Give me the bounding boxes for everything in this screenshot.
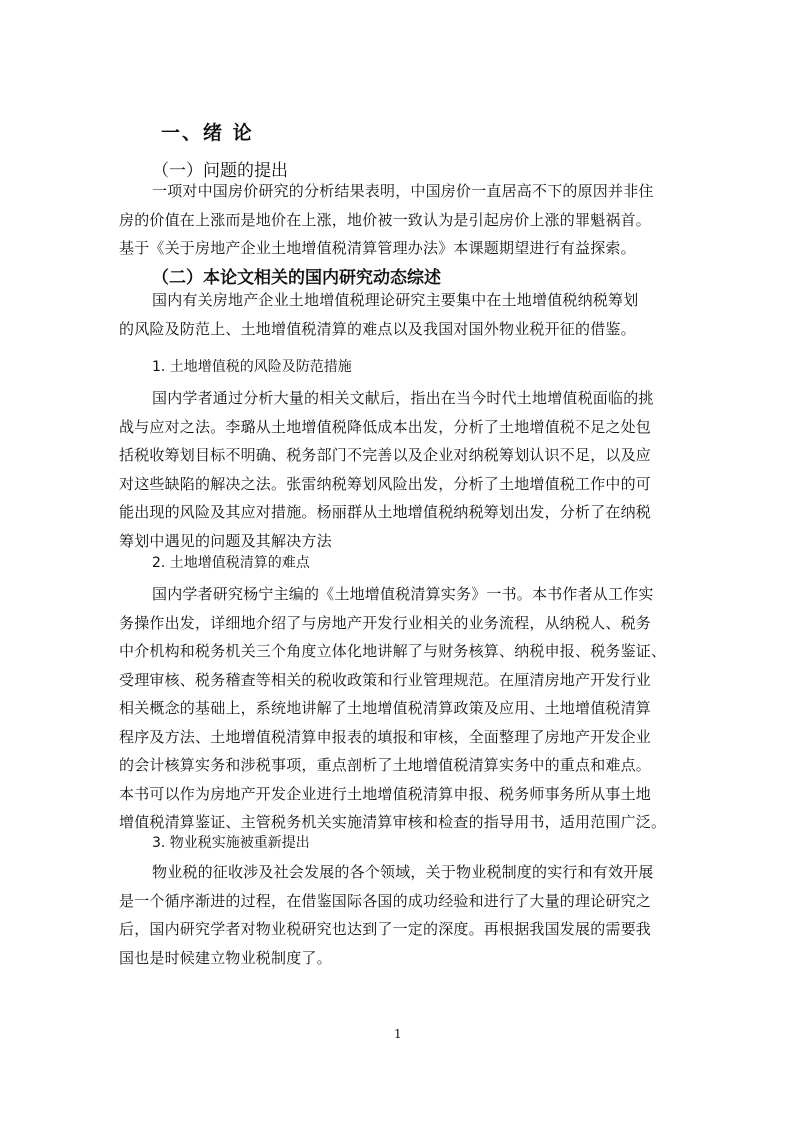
subsection1-paragraph — [119, 384, 679, 555]
section2-paragraph — [119, 286, 679, 343]
paragraph-line: 括税收筹划目标不明确、税务部门不完善以及企业对纳税筹划认识不足，以及应 — [119, 446, 652, 464]
paragraph-line: 务操作出发，详细地介绍了与房地产开发行业相关的业务流程，从纳税人、税务 — [119, 613, 652, 632]
subsection1-title: 1. 土地增值税的风险及防范措施 — [152, 359, 352, 375]
paragraph-line: 筹划中遇见的问题及其解决方法 — [119, 531, 332, 550]
subsection3-title: 3. 物业税实施被重新提出 — [152, 835, 310, 851]
subsection2-paragraph — [119, 580, 679, 837]
paragraph-line: 对这些缺陷的解决之法。张雷纳税筹划风险出发，分析了土地增值税工作中的可 — [119, 474, 652, 493]
paragraph-line: 本书可以作为房地产开发企业进行土地增值税清算申报、税务师事务所从事土地 — [119, 784, 652, 803]
page-number: 1 — [394, 1027, 402, 1041]
paragraph-line: 后，国内研究学者对物业税研究也达到了一定的深度。再根据我国发展的需要我 — [119, 920, 652, 938]
paragraph-line: 程序及方法、土地增值税清算申报表的填报和审核，全面整理了房地产开发企业 — [119, 727, 652, 746]
paragraph-line: 国内有关房地产企业土地增值税理论研究主要集中在土地增值税纳税筹划 — [152, 291, 639, 309]
paragraph-line: 国内学者通过分析大量的相关文献后，指出在当今时代土地增值税面临的挑 — [152, 389, 654, 407]
paragraph-line: 基于《关于房地产企业土地增值税清算管理办法》本课题期望进行有益探索。 — [119, 239, 636, 257]
paragraph-line: 增值税清算鉴证、主管税务机关实施清算审核和检查的指导用书，适用范围广泛。 — [119, 813, 667, 831]
subsection3-paragraph — [119, 858, 679, 972]
section2-title: （二）本论文相关的国内研究动态综述 — [152, 268, 441, 288]
paragraph-line: 受理审核、税务稽查等相关的税收政策和行业管理规范。在厘清房地产开发行业 — [119, 670, 652, 689]
paragraph-line: 一项对中国房价研究的分析结果表明，中国房价一直居高不下的原因并非住 — [152, 182, 654, 200]
paragraph-line: 国内学者研究杨宁主编的《土地增值税清算实务》一书。本书作者从工作实 — [152, 585, 654, 603]
paragraph-line: 中介机构和税务机关三个角度立体化地讲解了与财务核算、纳税申报、税务鉴证、 — [119, 642, 667, 660]
subsection2-title: 2. 土地增值税清算的难点 — [152, 555, 310, 571]
paragraph-line: 战与应对之法。李璐从土地增值税降低成本出发，分析了土地增值税不足之处包 — [119, 417, 652, 436]
paragraph-line: 房的价值在上涨而是地价在上涨，地价被一致认为是引起房价上涨的罪魁祸首。 — [119, 210, 652, 229]
paragraph-line: 相关概念的基础上，系统地讲解了土地增值税清算政策及应用、土地增值税清算 — [119, 699, 652, 717]
paragraph-line: 是一个循序渐进的过程，在借鉴国际各国的成功经验和进行了大量的理论研究之 — [119, 891, 652, 910]
section1-title: （一）问题的提出 — [152, 161, 288, 181]
chapter-heading: 一、绪 论 — [161, 122, 254, 144]
paragraph-line: 能出现的风险及其应对措施。杨丽群从土地增值税纳税筹划出发，分析了在纳税 — [119, 503, 652, 521]
paragraph-line: 物业税的征收涉及社会发展的各个领域，关于物业税制度的实行和有效开展 — [152, 863, 654, 881]
paragraph-line: 国也是时候建立物业税制度了。 — [119, 948, 332, 967]
paragraph-line: 的风险及防范上、土地增值税清算的难点以及我国对国外物业税开征的借鉴。 — [119, 319, 636, 338]
section1-paragraph — [119, 177, 679, 263]
paragraph-line: 的会计核算实务和涉税事项，重点剖析了土地增值税清算实务中的重点和难点。 — [119, 756, 652, 774]
